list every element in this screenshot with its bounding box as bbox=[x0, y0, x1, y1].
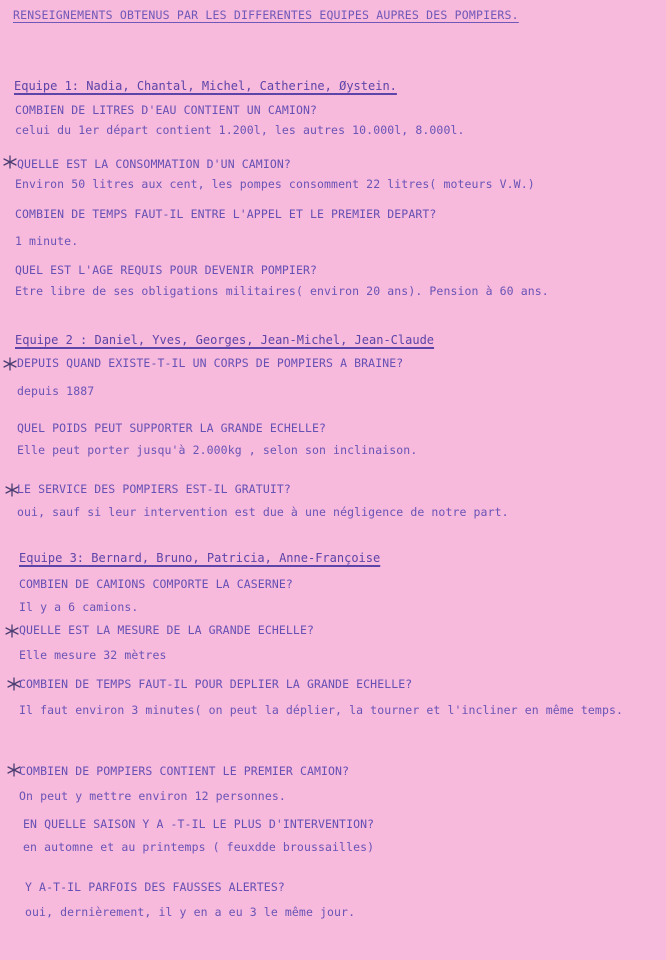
team-3-answer-2: Elle mesure 32 mètres bbox=[19, 648, 167, 662]
team-3-question-4: COMBIEN DE POMPIERS CONTIENT LE PREMIER CAMION? bbox=[19, 764, 350, 778]
team-2-answer-3: oui, sauf si leur intervention est due à une négligence de notre part. bbox=[17, 505, 509, 519]
team-3-question-3: COMBIEN DE TEMPS FAUT-IL POUR DEPLIER LA GRANDE ECHELLE? bbox=[19, 677, 413, 691]
handwritten-asterisk-icon bbox=[5, 483, 19, 497]
team-3-answer-6: oui, dernièrement, il y en a eu 3 le même jour. bbox=[25, 905, 356, 919]
team-3-answer-3: Il faut environ 3 minutes( on peut la déplier, la tourner et l'incliner en même temps. bbox=[19, 703, 624, 717]
team-1-question-4: QUEL EST L'AGE REQUIS POUR DEVENIR POMPIER? bbox=[15, 263, 318, 277]
team-3-question-6: Y A-T-IL PARFOIS DES FAUSSES ALERTES? bbox=[25, 880, 285, 894]
team-1-question-3: COMBIEN DE TEMPS FAUT-IL ENTRE L'APPEL ET LE PREMIER DEPART? bbox=[15, 207, 437, 221]
handwritten-asterisk-icon bbox=[5, 624, 19, 638]
document-title: RENSEIGNEMENTS OBTENUS PAR LES DIFFERENTES EQUIPES AUPRES DES POMPIERS. bbox=[13, 8, 519, 22]
team-2-question-1: DEPUIS QUAND EXISTE-T-IL UN CORPS DE POMPIERS A BRAINE? bbox=[17, 356, 404, 370]
team-2-question-2: QUEL POIDS PEUT SUPPORTER LA GRANDE ECHELLE? bbox=[17, 421, 327, 435]
team-3-answer-4: On peut y mettre environ 12 personnes. bbox=[19, 789, 286, 803]
team-2-heading: Equipe 2 : Daniel, Yves, Georges, Jean-Michel, Jean-Claude bbox=[15, 333, 435, 347]
team-3-question-5: EN QUELLE SAISON Y A -T-IL LE PLUS D'INTERVENTION? bbox=[23, 817, 375, 831]
team-1-answer-4: Etre libre de ses obligations militaires( environ 20 ans). Pension à 60 ans. bbox=[15, 284, 549, 298]
team-3-question-1: COMBIEN DE CAMIONS COMPORTE LA CASERNE? bbox=[19, 577, 293, 591]
team-3-answer-5: en automne et au printemps ( feuxdde broussailles) bbox=[23, 840, 375, 854]
team-3-question-2: QUELLE EST LA MESURE DE LA GRANDE ECHELLE? bbox=[19, 623, 314, 637]
team-1-question-2: QUELLE EST LA CONSOMMATION D'UN CAMION? bbox=[17, 157, 291, 171]
handwritten-asterisk-icon bbox=[3, 155, 17, 169]
handwritten-asterisk-icon bbox=[3, 357, 17, 371]
team-2-answer-1: depuis 1887 bbox=[17, 384, 95, 398]
team-1-heading: Equipe 1: Nadia, Chantal, Michel, Catherine, Øystein. bbox=[14, 79, 397, 93]
handwritten-asterisk-icon bbox=[7, 677, 21, 691]
team-2-question-3: LE SERVICE DES POMPIERS EST-IL GRATUIT? bbox=[17, 482, 291, 496]
team-2-answer-2: Elle peut porter jusqu'à 2.000kg , selon son inclinaison. bbox=[17, 443, 418, 457]
team-1-answer-3: 1 minute. bbox=[15, 234, 79, 248]
team-1-answer-2: Environ 50 litres aux cent, les pompes consomment 22 litres( moteurs V.W.) bbox=[15, 177, 535, 191]
team-1-question-1: COMBIEN DE LITRES D'EAU CONTIENT UN CAMION? bbox=[15, 103, 318, 117]
team-3-answer-1: Il y a 6 camions. bbox=[19, 600, 139, 614]
team-1-answer-1: celui du 1er départ contient 1.200l, les autres 10.000l, 8.000l. bbox=[15, 123, 465, 137]
handwritten-asterisk-icon bbox=[7, 763, 21, 777]
team-3-heading: Equipe 3: Bernard, Bruno, Patricia, Anne-Françoise bbox=[19, 551, 381, 565]
